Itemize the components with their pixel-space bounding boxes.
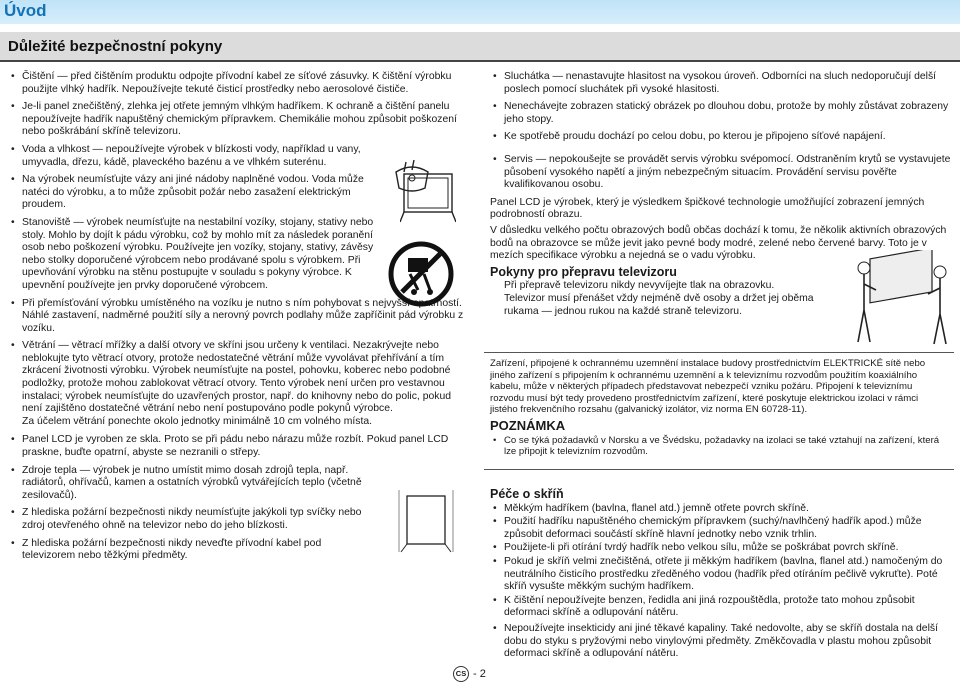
list-item: • Ke spotřebě proudu dochází po celou dobu, po kterou je připojeno síťové napájení. bbox=[490, 131, 952, 144]
care-heading: Péče o skříň bbox=[490, 487, 564, 501]
list-item: • Použití hadříku napuštěného chemickým přípravkem (suchý/navlhčený hadřík apod.) může způsobit deformaci součástí skříně hlavní jednotky nebo vznik trhlin. bbox=[490, 516, 952, 541]
page-number bbox=[453, 666, 486, 682]
list-item: • Čištění — před čištěním produktu odpojte přívodní kabel ze síťové zásuvky. K čištění výrobku použijte vlhký hadřík. Nepoužívejte tekuté čisticí prostředky nebo aerosolové čističe. bbox=[8, 71, 464, 96]
section-header bbox=[0, 32, 960, 62]
grounding-text: Zařízení, připojené k ochrannému uzemnění instalace budovy prostřednictvím ELEKTRICKÉ sítě nebo jiného zařízení s připojením k ochrannému uzemnění a k televiznímu rozvodům použitím koaxiálního kabelu, může v některých případech představovat nebezpečí vzniku požáru. Připojení k televiznímu rozvodu musí být tedy provedeno prostřednictvím zařízení, které poskytuje elektrickou izolaci v rámci jistého frekvenčního rozsahu (galvanický izolátor, viz norma EN 60728-11). bbox=[490, 358, 926, 416]
grounding-notice bbox=[484, 352, 954, 470]
list-item: • Pokud je skříň velmi znečištěná, otřete ji měkkým hadříkem (bavlna, flanel atd.) namočeným do neutrálního čisticího prostředku zředěného vodou (hadřík před otíráním pečlivě vykruťte). Poté skříň vysušte měkkým suchým hadříkem. bbox=[490, 556, 952, 594]
list-item: • Nepoužívejte insekticidy ani jiné těkavé kapaliny. Také nedovolte, aby se skříň dostala na delší dobu do styku s pryžovými nebo vinylovými předměty. Změkčovadla v plastu mohou způsobit deformaci skříně a odlupování nátěru. bbox=[490, 623, 952, 661]
transport-paragraph: Při přepravě televizoru nikdy nevyvíjejte tlak na obrazovku. bbox=[504, 280, 775, 292]
left-column bbox=[8, 71, 464, 568]
list-item: • Větrání — větrací mřížky a další otvory ve skříni jsou určeny k ventilaci. Nezakrývejte nebo neblokujte tyto větrací otvory, protože nedostatečné větrání může vyvolávat přehřívání a tím zkrácení životnosti výrobku. Výrobek neumísťujte na postel, pohovku, koberec nebo podobné podložky, protože mohou zablokovat větrací otvory. Tento výrobek není určen pro vestavnou instalaci; výrobek neumísťujte do uzavřených prostor, např. do knihovny nebo do polic, pokud není zajištěno dostatečné větrání nebo není postupováno podle pokynů výrobce. bbox=[8, 340, 464, 416]
list-item: • Stanoviště — výrobek neumísťujte na nestabilní vozíky, stojany, stativy nebo stoly. Mohlo by dojít k pádu výrobku, což by mohlo mít za následek poranění osob nebo poškození výrobku. Používejte jen vozíky, stojany, stativy, závěsy nebo stolky doporučené výrobcem nebo prodávané spolu s výrobkem. Při upevňování výrobku na stěnu postupujte v souladu s pokyny výrobce. K upevnění používejte jen prvky doporučené výrobcem. bbox=[8, 217, 376, 293]
page-title: Úvod bbox=[4, 1, 47, 20]
list-item: • K čištění nepoužívejte benzen, ředidla ani jiná rozpouštědla, protože tato mohou způsobit deformaci skříně a odlupování nátěru. bbox=[490, 595, 952, 620]
vent-note: Za účelem větrání ponechte okolo jednotky minimálně 10 cm volného místa. bbox=[22, 415, 372, 427]
list-item: • Z hlediska požární bezpečnosti nikdy neveďte přívodní kabel pod televizorem nebo těžkými předměty. bbox=[8, 538, 376, 563]
transport-paragraph: Televizor musí přenášet vždy nejméně dvě osoby a držet jej oběma rukama — jednou rukou na každé straně televizoru. bbox=[504, 292, 814, 317]
header-bar bbox=[0, 0, 960, 24]
list-item: • Je-li panel znečištěný, zlehka jej otřete jemným vlhkým hadříkem. K ochraně a čištění panelu nepoužívejte hadřík napuštěný chemickým přípravkem. Chemikálie mohou způsobit poškození nebo poškrábání skříně televizoru. bbox=[8, 101, 464, 139]
lcd-paragraph: Panel LCD je výrobek, který je výsledkem špičkové technologie umožňující zobrazení jemných podrobností obrazu. bbox=[490, 196, 925, 221]
note-item: • Co se týká požadavků v Norsku a ve Švédsku, požadavky na izolaci se také vztahují na zařízení, která lze připojit k televizním rozvodům. bbox=[490, 435, 948, 458]
list-item: • Panel LCD je vyroben ze skla. Proto se při pádu nebo nárazu může rozbít. Pokud panel LCD praskne, buďte opatrní, abyste se nezranili o střepy. bbox=[8, 434, 464, 459]
list-item: • Z hlediska požární bezpečnosti nikdy neumísťujte jakýkoli typ svíčky nebo zdroj otevřeného ohně na televizor nebo do jeho blízkosti. bbox=[8, 507, 376, 532]
list-item: • Zdroje tepla — výrobek je nutno umístit mimo dosah zdrojů tepla, např. radiátorů, ohřívačů, kamen a ostatních výrobků vytvářejících teplo (včetně zesilovačů). bbox=[8, 465, 376, 503]
cart-tip-over-warning-icon bbox=[388, 240, 454, 308]
list-item: • Měkkým hadříkem (bavlna, flanel atd.) jemně otřete povrch skříně. bbox=[490, 503, 952, 516]
tv-carrying-illustration bbox=[852, 250, 952, 346]
list-item: • Při přemísťování výrobku umístěného na vozíku je nutno s ním pohybovat s nejvyšší opatrností. Náhlé zastavení, nadměrné použití síly a nerovný povrch podlahy může zapříčinit pád výrobku z vozíku. bbox=[8, 298, 464, 336]
list-item: • Na výrobek neumísťujte vázy ani jiné nádoby naplněné vodou. Voda může natéci do výrobku, a to může způsobit požár nebo zasažení elektrickým proudem. bbox=[8, 174, 376, 212]
list-item: • Servis — nepokoušejte se provádět servis výrobku svépomocí. Odstraněním krytů se vystavujete působení vysokého napětí a jiným nebezpečným situacím. Provádění servisu pověřte kvalifikovanou osobu. bbox=[490, 154, 952, 192]
list-item: • Sluchátka — nenastavujte hlasitost na vysokou úroveň. Odborníci na sluch nedoporučují delší poslech pomocí sluchátek při vysoké hlasitosti. bbox=[490, 71, 952, 96]
page-number-text: - 2 bbox=[473, 668, 486, 680]
transport-heading: Pokyny pro přepravu televizoru bbox=[490, 264, 677, 279]
section-title: Důležité bezpečnostní pokyny bbox=[8, 38, 223, 55]
list-item: • Nenechávejte zobrazen statický obrázek po dlouhou dobu, protože by mohly zůstávat zobrazeny jeho stopy. bbox=[490, 101, 952, 126]
list-item: • Použijete-li při otírání tvrdý hadřík nebo velkou sílu, může se poškrábat povrch skříně. bbox=[490, 542, 952, 555]
language-badge: CS bbox=[453, 666, 469, 682]
note-title: POZNÁMKA bbox=[490, 417, 566, 433]
lcd-paragraph: V důsledku velkého počtu obrazových bodů občas dochází k tomu, že několik aktivních obrazových bodů na obrazovce se může jevit jako pevné body modré, zelené nebo červené barvy. Toto je v mezích specifikace výrobku a nejedná se o vadu výrobku. bbox=[490, 224, 947, 262]
tv-on-stand-icon bbox=[400, 168, 456, 226]
ventilation-clearance-icon bbox=[397, 488, 455, 556]
list-item: • Voda a vlhkost — nepoužívejte výrobek v blízkosti vody, například u vany, umyvadla, dřezu, kádě, plaveckého bazénu a ve vlhkém suterénu. bbox=[8, 144, 376, 169]
cabinet-care-section bbox=[490, 486, 952, 661]
